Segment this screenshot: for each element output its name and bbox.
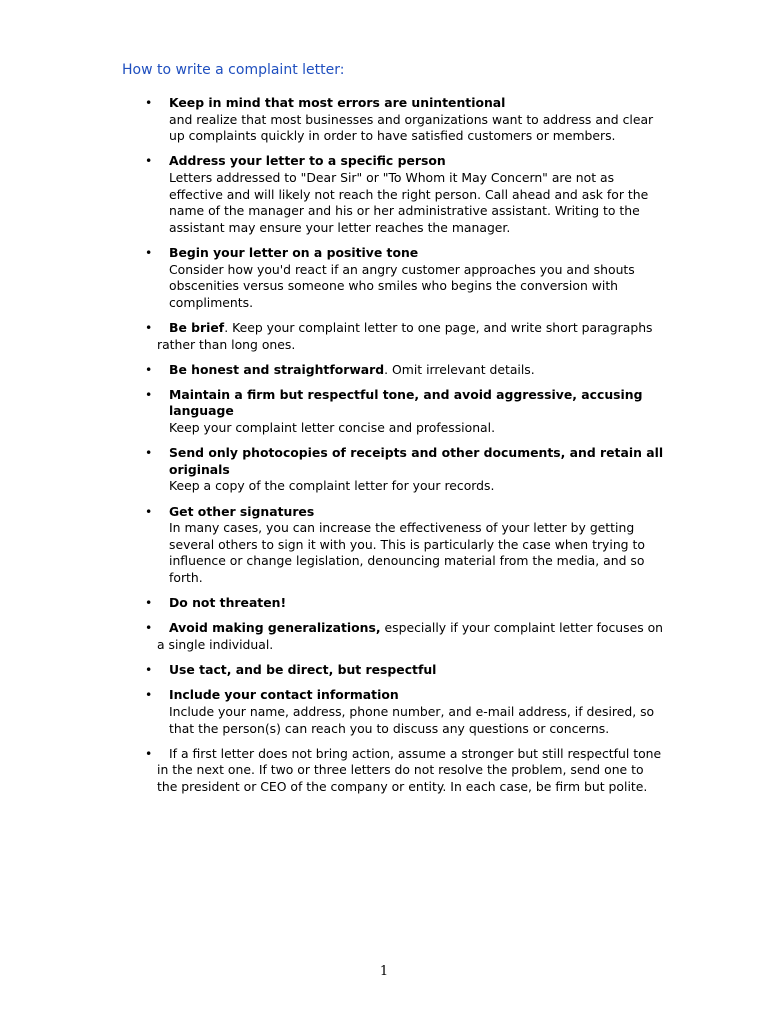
tips-list (145, 95, 665, 804)
tip-body: Letters addressed to "Dear Sir" or "To Whom it May Concern" are not as effective and will likely not reach the right person. Call ahead and ask for the name of the manager and his or her administrative assistant. Writing to the assistant may ensure your letter reaches the manager. (169, 169, 649, 235)
tip-heading-text: Maintain a firm but respectful tone, and avoid aggressive, accusing language (169, 386, 643, 419)
tip-heading-text: Be honest and straightforward (169, 361, 385, 377)
tip-body: . Keep your complaint letter to one page, and write short paragraphs rather than long ones. (157, 319, 653, 352)
tip-item (145, 245, 665, 311)
tip-item (145, 504, 665, 587)
tip-heading (157, 662, 665, 679)
tip-item (145, 153, 665, 236)
tip-heading (157, 95, 665, 112)
page-title: How to write a complaint letter: (122, 62, 345, 78)
bullet-icon: • (145, 662, 153, 678)
tip-heading (157, 504, 665, 521)
bullet-icon: • (145, 386, 153, 402)
tip-heading-text: Keep in mind that most errors are unintentional (169, 95, 506, 110)
tip-item (145, 746, 665, 796)
tip-body: Keep a copy of the complaint letter for your records. (169, 478, 495, 494)
bullet-icon: • (145, 319, 153, 335)
bullet-icon: • (145, 620, 153, 636)
tip-heading-text: Address your letter to a specific person (169, 153, 446, 169)
tip-heading (157, 245, 665, 262)
bullet-icon: • (145, 95, 153, 110)
tip-body: . Omit irrelevant details. (384, 361, 535, 377)
tip-body: especially if your complaint letter focuses on a single individual. (157, 620, 664, 652)
tip-heading-text: Send only photocopies of receipts and other documents, and retain all originals (169, 445, 664, 477)
bullet-icon: • (145, 745, 153, 761)
bullet-icon: • (145, 687, 153, 703)
tip-body: and realize that most businesses and organizations want to address and clear up complaints quickly in order to have satisfied customers or members. (169, 111, 654, 144)
tip-body: In many cases, you can increase the effectiveness of your letter by getting several others to sign it with you. This is particularly the case when trying to influence or change legislation, denouncing material from the media, and so forth. (169, 520, 645, 585)
bullet-icon: • (145, 153, 153, 169)
tip-heading (157, 387, 665, 420)
tip-item (145, 95, 665, 145)
tip-inline-text (157, 362, 665, 379)
bullet-icon: • (145, 445, 153, 461)
tip-heading-text: Get other signatures (169, 503, 315, 519)
tip-item (145, 620, 665, 653)
tip-item (145, 662, 665, 679)
tip-heading (157, 153, 665, 170)
bullet-icon: • (145, 595, 153, 611)
tip-heading-text: Use tact, and be direct, but respectful (169, 662, 437, 678)
tip-heading (157, 595, 665, 612)
bullet-icon: • (145, 244, 153, 260)
tip-body: Keep your complaint letter concise and professional. (169, 420, 496, 436)
page-number: 1 (379, 964, 389, 979)
tip-heading (157, 445, 665, 478)
tip-heading-text: Avoid making generalizations, (169, 620, 381, 636)
bullet-icon: • (145, 503, 153, 519)
tip-item (145, 445, 665, 495)
tip-heading-text: Begin your letter on a positive tone (169, 244, 419, 260)
bullet-icon: • (145, 361, 153, 377)
tip-heading-text: Include your contact information (169, 687, 399, 703)
tip-inline-text (157, 746, 665, 796)
tip-item (145, 387, 665, 437)
tip-body: If a first letter does not bring action, assume a stronger but still respectful tone in the next one. If two or three letters do not resolve the problem, send one to the president or CEO of the company or entity. In each case, be firm but polite. (157, 745, 662, 794)
tip-item (145, 362, 665, 379)
tip-body: Include your name, address, phone number, and e-mail address, if desired, so that the person(s) can reach you to discuss any questions or concerns. (169, 703, 655, 736)
tip-inline-text (157, 620, 665, 653)
tip-inline-text (157, 320, 665, 353)
tip-heading-text: Be brief (169, 319, 225, 335)
tip-item (145, 320, 665, 353)
tip-heading-text: Do not threaten! (169, 595, 287, 611)
tip-item (145, 687, 665, 737)
tip-item (145, 595, 665, 612)
tip-body: Consider how you'd react if an angry customer approaches you and shouts obscenities versus someone who smiles who begins the conversion with compliments. (169, 261, 635, 310)
tip-heading (157, 687, 665, 704)
